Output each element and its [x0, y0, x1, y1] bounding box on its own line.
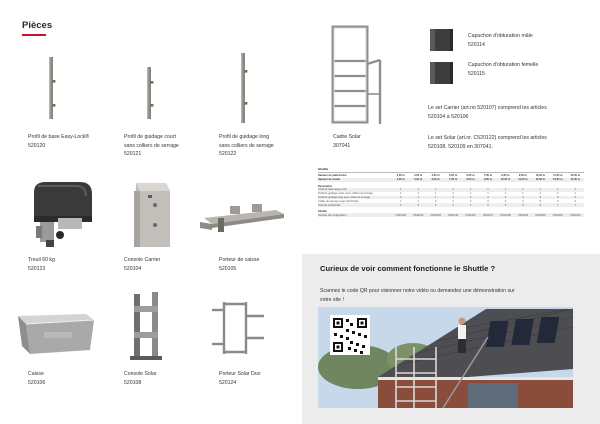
promo-title: Curieux de voir comment fonctionne le Shuttle ?	[320, 264, 496, 273]
spec-row	[318, 178, 584, 182]
spec-cell: 6	[522, 203, 524, 207]
console-carrier-image	[130, 181, 178, 251]
capuchon-male-image	[428, 27, 456, 53]
spec-cell: 1	[504, 188, 507, 192]
spec-cell: 2	[452, 199, 454, 203]
spec-cell: 1	[452, 192, 454, 196]
cap-caption	[468, 61, 538, 78]
cap-code: 520115	[468, 70, 485, 77]
part-caption	[28, 256, 55, 273]
spec-cell: 1	[557, 192, 559, 196]
spec-row-label: Hauteur de plate-forme	[318, 174, 347, 178]
spec-row	[318, 196, 584, 200]
porteur-caisse-image	[196, 200, 288, 240]
spec-table	[318, 167, 584, 217]
title-underline	[22, 34, 46, 36]
spec-cell: 6	[539, 203, 542, 207]
page-title: Pièces	[22, 20, 53, 31]
spec-cell: C520117	[482, 213, 494, 217]
part-name-line2: sans colliers de serrage	[124, 142, 179, 149]
spec-row	[318, 199, 584, 203]
capuchon-femelle-image	[428, 60, 456, 87]
spec-cell: 7	[574, 203, 576, 207]
spec-cell: 1	[539, 192, 542, 196]
part-name: Treuil 60 kg	[28, 257, 55, 263]
spec-config-title: Shuttle	[318, 210, 327, 214]
spec-cell: 5,05 m	[449, 174, 458, 178]
spec-cell: 5	[504, 203, 507, 207]
spec-cell: 7,05 m	[449, 178, 458, 182]
part-name: Caisse	[28, 371, 44, 377]
spec-cell: 1	[434, 188, 437, 192]
spec-cell: 8,05 m	[466, 178, 475, 182]
part-caption	[28, 370, 45, 387]
spec-cell: 11,05 m	[518, 178, 528, 182]
spec-cell: 1	[469, 192, 472, 196]
spec-cell: 5	[574, 196, 576, 199]
spec-cell: 10,05 m	[500, 178, 511, 182]
part-name: Porteur de caisse	[219, 257, 260, 263]
spec-cell: 8,05 m	[501, 174, 510, 178]
spec-cell: 9,05 m	[483, 178, 493, 182]
spec-cell: C520115	[413, 213, 424, 217]
spec-cell: 4	[522, 199, 524, 203]
spec-cell: 1	[487, 188, 489, 192]
spec-cell: 12,05 m	[535, 178, 546, 182]
spec-row-label: Collier de serrage supp./rail Shuttle	[318, 199, 359, 203]
spec-cell: 3	[487, 196, 489, 199]
part-code: 520120	[28, 142, 46, 149]
part-name: Console Carrier	[124, 257, 161, 263]
cap-code: 520114	[468, 41, 485, 48]
part-name: Cadre Solar	[333, 134, 361, 140]
spec-cell: 1	[417, 188, 419, 192]
spec-cell: 6	[574, 199, 576, 203]
promo-text-line: Scannez le code QR pour visionner notre vidéo ou demandez une démonstration sur	[320, 288, 515, 294]
caisse-image	[14, 310, 98, 358]
spec-cell: 4	[539, 196, 542, 199]
part-code: 520108	[124, 379, 142, 386]
spec-cell: 6,05 m	[431, 178, 440, 182]
shuttle-photo-image	[318, 307, 573, 408]
spec-cell: 1	[417, 196, 419, 199]
spec-cell: 1	[574, 188, 576, 192]
part-code: 520123	[28, 265, 46, 272]
spec-cell: 4	[522, 196, 524, 199]
spec-cell: 3	[504, 196, 507, 199]
spec-cell: 2	[400, 203, 402, 207]
spec-cell: 4,05 m	[396, 178, 405, 182]
part-name: Profil de base Easy-Lock®	[28, 134, 90, 140]
set-solar-line: 520108, 520109 en 307041.	[428, 143, 493, 150]
promo-photo	[318, 307, 573, 408]
spec-cell: C520109	[535, 213, 546, 217]
spec-cell: 14,05 m	[570, 178, 581, 182]
spec-cell: 2	[452, 196, 454, 199]
spec-cell: 10,05 m	[535, 174, 546, 178]
spec-cell: 9,05 m	[518, 174, 527, 178]
spec-cell: 1	[452, 188, 454, 192]
spec-cell: 0	[400, 196, 402, 199]
spec-row	[318, 174, 584, 178]
spec-row	[318, 188, 584, 192]
part-caption	[124, 370, 157, 387]
spec-cell: 1	[400, 199, 402, 203]
spec-row-label: Hauteur de travail	[318, 178, 340, 182]
spec-cell: 4	[452, 203, 454, 207]
spec-cell: 5	[487, 203, 489, 207]
spec-cell: 1	[504, 192, 507, 196]
cap-name: Capuchon d'obturation femelle	[468, 62, 539, 68]
set-carrier-line: Le set Carrier (art.no 520107) comprend les articles	[428, 105, 547, 111]
part-name: Porteur Solar Duo	[219, 371, 261, 377]
spec-cell: 1	[400, 188, 402, 192]
set-solar-note	[428, 134, 547, 151]
spec-cell: 5,05 m	[414, 178, 423, 182]
spec-cell: 7	[557, 203, 559, 207]
part-caption	[124, 133, 179, 159]
spec-table-title: Shuttle	[318, 167, 584, 173]
promo-text	[320, 287, 515, 305]
spec-cell: 2,05 m	[396, 174, 405, 178]
spec-cell: 1	[539, 188, 542, 192]
part-code: 307041	[333, 142, 351, 149]
spec-row-label: Total de profils/rails	[318, 203, 341, 207]
spec-row-label: Nombre de configuration	[318, 213, 347, 217]
part-code: 520106	[28, 379, 46, 386]
spec-cell: 1	[574, 192, 576, 196]
spec-cell: 5	[557, 199, 559, 203]
porteur-solar-duo-image	[210, 296, 272, 360]
set-solar-line: Le set Solar (art.nr. C520122) comprend les articles	[428, 135, 547, 141]
spec-header-rows	[318, 174, 584, 182]
spec-cell: 7,05 m	[483, 174, 493, 178]
part-name: Profil de guidage long	[219, 134, 270, 140]
spec-cell: 2	[434, 199, 437, 203]
part-caption	[28, 133, 89, 150]
profil-base-image	[46, 56, 56, 122]
spec-row	[318, 213, 584, 217]
spec-cell: 1	[487, 192, 489, 196]
cap-name: Capuchon d'obturation mâle	[468, 33, 533, 39]
spec-cell: 4	[469, 203, 472, 207]
spec-cell: C520110	[570, 213, 581, 217]
spec-cell: 1	[469, 188, 472, 192]
spec-cell: C520119	[552, 213, 563, 217]
cadre-solar-image	[328, 24, 384, 126]
part-caption	[219, 370, 261, 387]
part-code: 520104	[124, 265, 142, 272]
spec-row-label: Profil de base Easy-Lock	[318, 188, 347, 192]
console-solar-image	[128, 290, 168, 364]
spec-cell: 1	[434, 196, 437, 199]
part-name: Profil de guidage court	[124, 134, 176, 140]
spec-cell: 1	[522, 188, 524, 192]
spec-cell: 6,05 m	[466, 174, 475, 178]
part-caption	[124, 256, 160, 273]
spec-cell: 5	[539, 199, 542, 203]
spec-cell: 1	[522, 192, 524, 196]
cap-caption	[468, 32, 533, 49]
spec-cell: C520108	[500, 213, 511, 217]
spec-cell: 3	[469, 199, 472, 203]
spec-row-label: Profil de guidage long avec collier de serrage	[318, 196, 370, 199]
part-code: 520121	[124, 151, 142, 157]
spec-cell: C520118	[517, 213, 529, 217]
part-name: Console Solar	[124, 371, 157, 377]
spec-cell: 1	[557, 188, 559, 192]
spec-config-row	[318, 213, 584, 217]
spec-cell: 12,05 m	[570, 174, 581, 178]
part-caption	[219, 256, 259, 273]
part-code: 520122	[219, 151, 237, 157]
promo-text-line: votre site !	[320, 297, 344, 303]
spec-cell: 1	[434, 192, 437, 196]
spec-row	[318, 203, 584, 207]
profil-long-image	[238, 52, 248, 126]
spec-cell: 3	[434, 203, 437, 207]
spec-cell: 1	[417, 192, 419, 196]
spec-desc-rows	[318, 188, 584, 207]
spec-row	[318, 192, 584, 196]
spec-cell: 3	[417, 203, 419, 207]
treuil-image	[28, 178, 96, 250]
spec-cell: 1	[417, 199, 419, 203]
spec-cell: 11,05 m	[553, 174, 563, 178]
spec-cell: C520116	[447, 213, 459, 217]
spec-cell: 3,05 m	[414, 174, 423, 178]
set-carrier-line: 520104 à 520106	[428, 113, 469, 120]
spec-cell: 2	[469, 196, 472, 199]
spec-desc-title: Description	[318, 184, 333, 188]
part-caption	[333, 133, 361, 150]
set-carrier-note	[428, 104, 547, 121]
spec-cell: 5	[557, 196, 559, 199]
spec-cell: C520106	[430, 213, 441, 217]
spec-cell: 4,05 m	[431, 174, 440, 178]
part-caption	[219, 133, 274, 159]
spec-cell: C520107	[465, 213, 476, 217]
spec-cell: 1	[400, 192, 402, 196]
spec-cell: 4	[504, 199, 507, 203]
profil-court-image	[144, 66, 154, 122]
spec-row-label: Profil de guidage court, avec colliers de serrage	[318, 192, 373, 196]
spec-cell: 13,05 m	[553, 178, 563, 182]
part-code: 520105	[219, 265, 237, 272]
spec-cell: C520105	[395, 213, 406, 217]
part-name-line2: sans colliers de serrage	[219, 142, 274, 149]
spec-cell: 3	[487, 199, 489, 203]
part-code: 520124	[219, 379, 237, 386]
